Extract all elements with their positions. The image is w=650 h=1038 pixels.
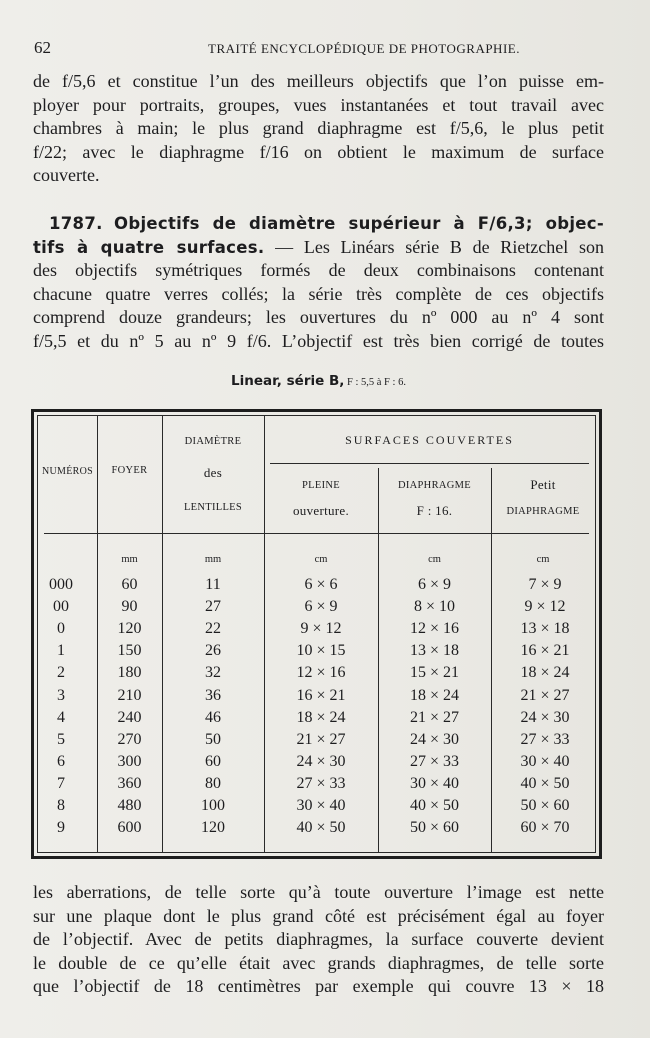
text-line: sur une plaque dont le plus grand côté est précisément égal au foyer — [33, 905, 604, 926]
cell-numero: 3 — [57, 686, 65, 704]
cell-pleine: 30 × 40 — [296, 797, 346, 814]
col-header-diametre: DIAMÈTRE — [184, 436, 242, 447]
cell-foyer: 300 — [117, 752, 142, 770]
cell-petit: 40 × 50 — [520, 774, 570, 792]
section-text-start: — Les Linéars série B de Rietzchel son — [264, 236, 604, 257]
table-row — [38, 797, 595, 819]
table-row — [38, 775, 595, 797]
cell-f16: 6 × 9 — [417, 576, 452, 593]
col-header-surfaces: SURFACES COUVERTES — [345, 433, 514, 447]
lens-table — [31, 409, 602, 859]
text-line: ployer pour portraits, groupes, vues instantanées et tout travail avec — [33, 94, 604, 115]
table-row — [38, 576, 595, 598]
text-line: des objectifs symétriques formés de deux combinaisons contenant — [33, 260, 604, 281]
paragraph-bottom — [33, 881, 604, 999]
section-heading-line2 — [33, 236, 604, 260]
text-line: couverte. — [33, 165, 100, 186]
cell-f16: 21 × 27 — [409, 708, 460, 726]
cell-petit: 16 × 21 — [520, 642, 570, 660]
col-header-foyer: FOYER — [111, 465, 148, 476]
col-header-des: des — [203, 465, 223, 480]
header-rule — [44, 533, 589, 534]
cell-foyer: 480 — [117, 797, 142, 814]
running-title: TRAITÉ ENCYCLOPÉDIQUE DE PHOTOGRAPHIE. — [208, 41, 520, 56]
cell-pleine: 6 × 6 — [304, 576, 338, 593]
cell-f16: 12 × 16 — [409, 620, 460, 638]
cell-pleine: 16 × 21 — [296, 686, 346, 704]
cell-numero: 0 — [57, 620, 65, 638]
cell-f16: 50 × 60 — [409, 819, 460, 837]
text-line: chambres à main; le plus grand diaphragme est f/5,6, le plus petit — [33, 118, 604, 139]
cell-foyer: 210 — [117, 686, 142, 704]
cell-f16: 18 × 24 — [409, 686, 460, 704]
unit-foyer: mm — [121, 554, 138, 565]
cell-diametre: 60 — [205, 752, 221, 770]
cell-petit: 24 × 30 — [520, 708, 570, 726]
cell-petit: 30 × 40 — [520, 752, 570, 770]
table-caption — [33, 373, 604, 389]
cell-pleine: 21 × 27 — [296, 730, 346, 748]
cell-numero: 8 — [57, 797, 65, 814]
unit-diametre: mm — [204, 554, 222, 565]
col-header-pleine: PLEINE — [302, 480, 340, 491]
col-header-lentilles: LENTILLES — [183, 502, 243, 513]
table-row — [38, 731, 595, 753]
cell-foyer: 90 — [121, 598, 138, 616]
cell-numero: 6 — [57, 752, 65, 770]
cell-numero: 000 — [49, 576, 73, 593]
cell-pleine: 40 × 50 — [296, 819, 346, 837]
table-row — [38, 819, 595, 841]
col-header-petit: Petit — [530, 477, 556, 492]
page-number: 62 — [34, 38, 51, 57]
cell-numero: 4 — [57, 708, 65, 726]
cell-numero: 00 — [53, 598, 69, 616]
table-row — [38, 709, 595, 731]
cell-diametre: 27 — [205, 598, 221, 616]
cell-pleine: 9 × 12 — [300, 620, 342, 638]
cell-numero: 9 — [57, 819, 65, 837]
table-row — [38, 598, 595, 620]
cell-pleine: 6 × 9 — [304, 598, 338, 616]
cell-pleine: 24 × 30 — [296, 752, 346, 770]
col-header-f16: F : 16. — [416, 503, 453, 518]
cell-foyer: 180 — [117, 664, 142, 682]
text-line: chacune quatre verres collés; la série très complète de ces objectifs — [33, 283, 604, 304]
cell-f16: 40 × 50 — [409, 797, 460, 814]
col-header-numeros: NUMÉROS — [42, 466, 93, 477]
text-line: f/5,5 et du nº 5 au nº 9 f/6. L’objectif est très bien corrigé de toutes — [33, 330, 604, 351]
cell-f16: 8 × 10 — [413, 598, 456, 616]
cell-diametre: 100 — [201, 797, 225, 814]
cell-foyer: 270 — [117, 730, 142, 748]
paragraph-top — [33, 70, 604, 188]
text-line: que l’objectif de 18 centimètres par exemple qui couvre 13 × 18 — [33, 976, 604, 997]
cell-foyer: 360 — [117, 774, 142, 792]
table-row — [38, 753, 595, 775]
cell-f16: 13 × 18 — [409, 642, 460, 660]
cell-foyer: 120 — [117, 620, 142, 638]
cell-numero: 2 — [57, 664, 65, 682]
cell-petit: 7 × 9 — [528, 576, 562, 593]
cell-pleine: 27 × 33 — [296, 774, 346, 792]
cell-diametre: 26 — [205, 642, 221, 660]
table-inner-border — [37, 415, 596, 853]
unit-diaphragme: cm — [428, 554, 441, 565]
cell-petit: 21 × 27 — [520, 686, 570, 704]
table-row — [38, 642, 595, 664]
cell-f16: 30 × 40 — [409, 774, 460, 792]
section-heading-line — [33, 212, 604, 236]
cell-foyer: 150 — [117, 642, 142, 660]
col-header-ouverture: ouverture. — [292, 503, 350, 518]
text-line: de l’objectif. Avec de petits diaphragmes, la surface couverte devient — [33, 929, 604, 950]
unit-petit: cm — [536, 554, 550, 565]
col-header-petit-diaphragme: DIAPHRAGME — [506, 506, 580, 517]
cell-petit: 60 × 70 — [520, 819, 570, 837]
cell-f16: 27 × 33 — [409, 752, 460, 770]
table-row — [38, 664, 595, 686]
text-line: f/22; avec le diaphragme f/16 on obtient le maximum de surface — [33, 141, 604, 162]
section-number: 1787. — [49, 214, 103, 233]
section-title-cont: tifs à quatre surfaces. — [33, 237, 265, 257]
table-row — [38, 687, 595, 709]
section-title: Objectifs de diamètre supérieur à F/6,3; objec- — [114, 214, 604, 233]
caption-rest: F : 5,5 à F : 6. — [344, 377, 406, 388]
surfaces-rule — [270, 463, 589, 464]
cell-pleine: 10 × 15 — [296, 642, 346, 660]
cell-petit: 18 × 24 — [520, 664, 570, 682]
unit-pleine: cm — [314, 554, 328, 565]
table-row — [38, 620, 595, 642]
col-header-diaphragme: DIAPHRAGME — [397, 480, 471, 491]
cell-diametre: 46 — [205, 708, 221, 726]
cell-petit: 9 × 12 — [524, 598, 566, 616]
cell-diametre: 32 — [205, 664, 221, 682]
page-header — [34, 38, 604, 60]
section-1787 — [33, 212, 604, 354]
text-line: comprend douze grandeurs; les ouvertures du nº 000 au nº 4 sont — [33, 307, 604, 328]
cell-petit: 50 × 60 — [520, 797, 570, 814]
cell-diametre: 36 — [205, 686, 221, 704]
cell-numero: 1 — [57, 642, 65, 660]
cell-foyer: 60 — [121, 576, 138, 593]
cell-f16: 15 × 21 — [409, 664, 460, 682]
cell-pleine: 12 × 16 — [296, 664, 346, 682]
cell-diametre: 80 — [205, 774, 221, 792]
cell-foyer: 240 — [117, 708, 142, 726]
text-line: de f/5,6 et constitue l’un des meilleurs objectifs que l’on puisse em- — [33, 71, 604, 91]
text-line: le double de ce qu’elle était avec grands diaphragmes, de telle sorte — [33, 952, 604, 973]
cell-f16: 24 × 30 — [409, 730, 460, 748]
cell-diametre: 22 — [205, 620, 221, 638]
cell-diametre: 120 — [201, 819, 225, 837]
cell-petit: 13 × 18 — [520, 620, 570, 638]
cell-numero: 5 — [57, 730, 65, 748]
cell-petit: 27 × 33 — [520, 730, 570, 748]
caption-bold: Linear, série B, — [231, 373, 345, 389]
cell-pleine: 18 × 24 — [296, 708, 346, 726]
cell-foyer: 600 — [117, 819, 142, 837]
text-line: les aberrations, de telle sorte qu’à toute ouverture l’image est nette — [33, 882, 604, 902]
cell-diametre: 50 — [205, 730, 221, 748]
cell-numero: 7 — [57, 774, 65, 792]
cell-diametre: 11 — [205, 576, 221, 593]
